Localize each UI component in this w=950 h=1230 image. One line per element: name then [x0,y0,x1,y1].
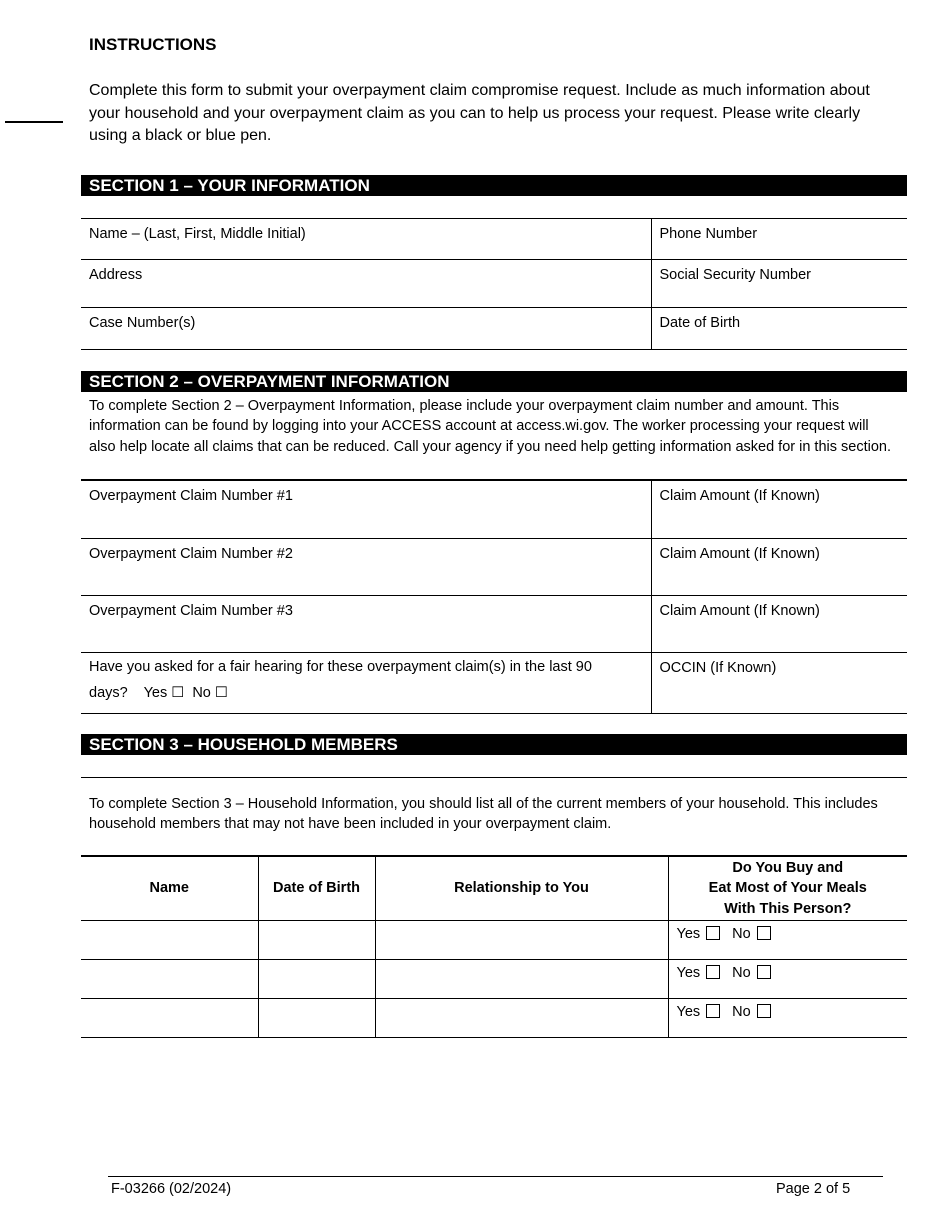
dob-label: Date of Birth [659,315,741,331]
yes-label: Yes [676,926,701,942]
fair-hearing-question [81,652,651,713]
no-label: No [732,926,751,942]
address-label: Address [89,267,143,283]
member-meals-cell [668,999,907,1038]
member-meals-cell [668,921,907,960]
fair-hearing-question-line1: Have you asked for a fair hearing for these overpayment claim(s) in the last 90 [89,658,592,675]
no-checkbox[interactable] [757,926,771,940]
fair-hearing-yes-checkbox[interactable]: ☐ [171,684,185,701]
member-name-cell[interactable] [81,921,258,960]
col-meals-header-line2: Eat Most of Your Meals [708,880,867,897]
instructions-heading: INSTRUCTIONS [89,35,217,54]
member-name-cell[interactable] [81,999,258,1038]
section1-title: SECTION 1 – YOUR INFORMATION [81,175,907,196]
claim-amount-1-label: Claim Amount (If Known) [659,488,820,504]
fair-hearing-yes-label: Yes [143,684,168,701]
claim-number-1-label: Overpayment Claim Number #1 [89,488,293,504]
fair-hearing-question-line2: days? [89,684,128,701]
ssn-label: Social Security Number [659,267,811,283]
member-relationship-cell[interactable] [375,999,668,1038]
dob-field[interactable] [651,308,907,350]
claim-amount-3-field[interactable] [651,595,907,652]
yes-checkbox[interactable] [706,926,720,940]
form-id: F-03266 (02/2024) [111,1181,232,1197]
table-row [81,999,907,1038]
margin-mark [5,121,63,123]
claim-number-3-field[interactable] [81,595,651,652]
section3-title: SECTION 3 – HOUSEHOLD MEMBERS [81,734,907,755]
footer-divider [108,1176,883,1177]
no-label: No [732,965,751,981]
section2-note: To complete Section 2 – Overpayment Information, please include your overpayment claim number and amount. This information can be found by logging into your ACCESS account at access.wi.gov. The worker processing your request will also help locate all claims that can be reduced. Call your agency if you need help getting information asked for in this section. [89,398,891,455]
claim-number-2-label: Overpayment Claim Number #2 [89,545,293,562]
claim-number-1-field[interactable] [81,480,651,538]
member-dob-cell[interactable] [258,921,375,960]
section1-table [81,218,907,350]
section2-title: SECTION 2 – OVERPAYMENT INFORMATION [81,371,907,392]
member-dob-cell[interactable] [258,999,375,1038]
yes-label: Yes [676,1004,701,1020]
member-dob-cell[interactable] [258,960,375,999]
section3-divider [81,777,907,778]
section2-table [81,479,907,714]
case-number-field[interactable] [81,308,651,350]
table-row [81,921,907,960]
member-relationship-cell[interactable] [375,960,668,999]
no-label: No [732,1004,751,1020]
phone-field[interactable] [651,219,907,260]
no-checkbox[interactable] [757,965,771,979]
occin-field[interactable] [651,652,907,713]
member-meals-cell [668,960,907,999]
yes-checkbox[interactable] [706,1004,720,1018]
table-row [81,960,907,999]
col-dob-header: Date of Birth [258,856,375,921]
claim-number-2-field[interactable] [81,538,651,595]
name-field[interactable] [81,219,651,260]
no-checkbox[interactable] [757,1004,771,1018]
ssn-field[interactable] [651,260,907,308]
occin-label: OCCIN (If Known) [659,659,777,676]
col-meals-header-line1: Do You Buy and [732,860,844,877]
claim-amount-2-field[interactable] [651,538,907,595]
page-number: Page 2 of 5 [776,1181,851,1197]
col-name-header: Name [81,856,258,921]
household-members-table [81,855,907,1038]
instructions-text: Complete this form to submit your overpayment claim compromise request. Include as much information about your household and your overpayment claim as you can to help us process your request. Please write clearly using a black or blue pen. [89,82,870,144]
col-meals-header-line3: With This Person? [724,900,852,917]
claim-amount-3-label: Claim Amount (If Known) [659,602,820,619]
phone-label: Phone Number [659,226,758,242]
claim-amount-1-field[interactable] [651,480,907,538]
address-field[interactable] [81,260,651,308]
yes-checkbox[interactable] [706,965,720,979]
fair-hearing-no-checkbox[interactable]: ☐ [214,684,228,701]
member-relationship-cell[interactable] [375,921,668,960]
yes-label: Yes [676,965,701,981]
col-relationship-header: Relationship to You [375,856,668,921]
col-meals-header [668,856,907,921]
name-label: Name – (Last, First, Middle Initial) [89,226,306,242]
section3-note: To complete Section 3 – Household Information, you should list all of the current members of your household. This includes household members that may not have been included in your overpayment claim. [89,796,878,833]
fair-hearing-no-label: No [192,684,211,701]
claim-number-3-label: Overpayment Claim Number #3 [89,602,293,619]
claim-amount-2-label: Claim Amount (If Known) [659,545,820,562]
member-name-cell[interactable] [81,960,258,999]
case-number-label: Case Number(s) [89,315,196,331]
